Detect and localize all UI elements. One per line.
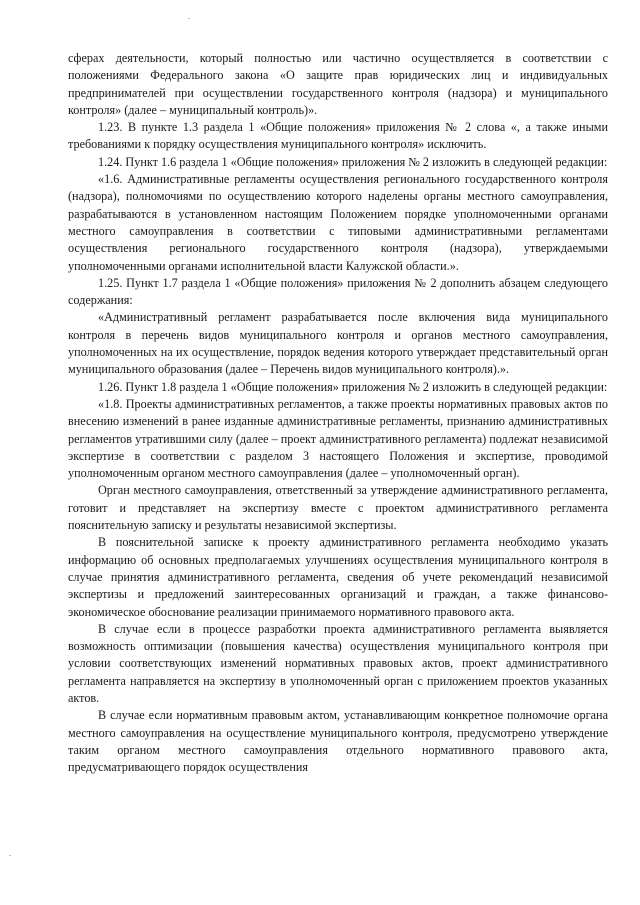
paragraph-body-organ: Орган местного самоуправления, ответственный за утверждение административного регламента, готовит и представляет на экспертизу вместе с проектом административного регламента пояснительную записку и результаты независимой экспертизы. <box>68 483 608 533</box>
paragraph-body-normative-act: В случае если нормативным правовым актом, устанавливающим конкретное полномочие органа местного самоуправления на осуществление муниципального контроля, предусмотрено утверждение таким органом местного самоуправления отдельного нормативного правового акта, предусматривающего порядок осуществления <box>68 708 608 775</box>
paragraph-1-26: 1.26. Пункт 1.8 раздела 1 «Общие положения» приложения № 2 изложить в следующей редакции: <box>98 379 608 394</box>
paragraph-1-24: 1.24. Пункт 1.6 раздела 1 «Общие положения» приложения № 2 изложить в следующей редакции: <box>98 154 608 169</box>
paragraph-continuation: сферах деятельности, который полностью или частично осуществляется в соответствии с положениями Федерального закона «О защите прав юридических лиц и индивидуальных предпринимателей при осуществлении государственного контроля (надзора) и муниципального контроля» (далее – муниципальный контроль)». <box>68 51 608 117</box>
paragraph-body-optimization: В случае если в процессе разработки проекта административного регламента выявляется возможность оптимизации (повышения качества) осуществления муниципального контроля при условии соответствующих изменений нормативных правовых актов, проект административного регламента направляется на экспертизу в уполномоченный орган с приложением проектов указанных актов. <box>68 621 608 705</box>
paragraph-1-25: 1.25. Пункт 1.7 раздела 1 «Общие положения» приложения № 2 дополнить абзацем следующего содержания: <box>68 275 608 308</box>
paragraph-1-23: 1.23. В пункте 1.3 раздела 1 «Общие положения» приложения № 2 слова «, а также иными требованиями к порядку осуществления муниципального контроля» исключить. <box>68 120 608 152</box>
paragraph-quote-admin-regulation: «Административный регламент разрабатывается после включения вида муниципального контроля в перечень видов муниципального контроля и органов местного самоуправления, уполномоченных на их осуществление, порядок ведения которого утверждает представительный орган муниципального образования (далее – Перечень видов муниципального контроля).». <box>68 310 608 377</box>
scan-speck <box>9 855 11 856</box>
paragraph-body-note: В пояснительной записке к проекту административного регламента необходимо указать информацию об основных предполагаемых улучшениях осуществления муниципального контроля в случае принятия административного регламента, сведения об учете рекомендаций независимой экспертизы и предложений заинтересованных организаций и граждан, а также финансово-экономическое обоснование реализации принимаемого нормативного правового акта. <box>68 535 608 619</box>
scan-speck <box>188 18 190 19</box>
paragraph-quote-1-8: «1.8. Проекты административных регламентов, а также проекты нормативных правовых актов по внесению изменений в ранее изданные административные регламенты, признанию административных регламентов утратившими силу (далее – проект административного регламента) подлежат независимой экспертизе в соответствии с разделом 3 настоящего Положения и экспертизе, проводимой уполномоченным органом местного самоуправления (далее – уполномоченный орган). <box>68 396 608 481</box>
document-body <box>68 50 608 776</box>
paragraph-quote-1-6: «1.6. Административные регламенты осуществления регионального государственного контроля (надзора), полномочиями по осуществлению которого наделены органы местного самоуправления, разрабатываются в установленном настоящим Положением порядке уполномоченными органами местного самоуправления в соответствии с типовыми административными регламентами осуществления регионального государственного контроля (надзора), утверждаемыми уполномоченными органами исполнительной власти Калужской области.». <box>68 172 608 273</box>
